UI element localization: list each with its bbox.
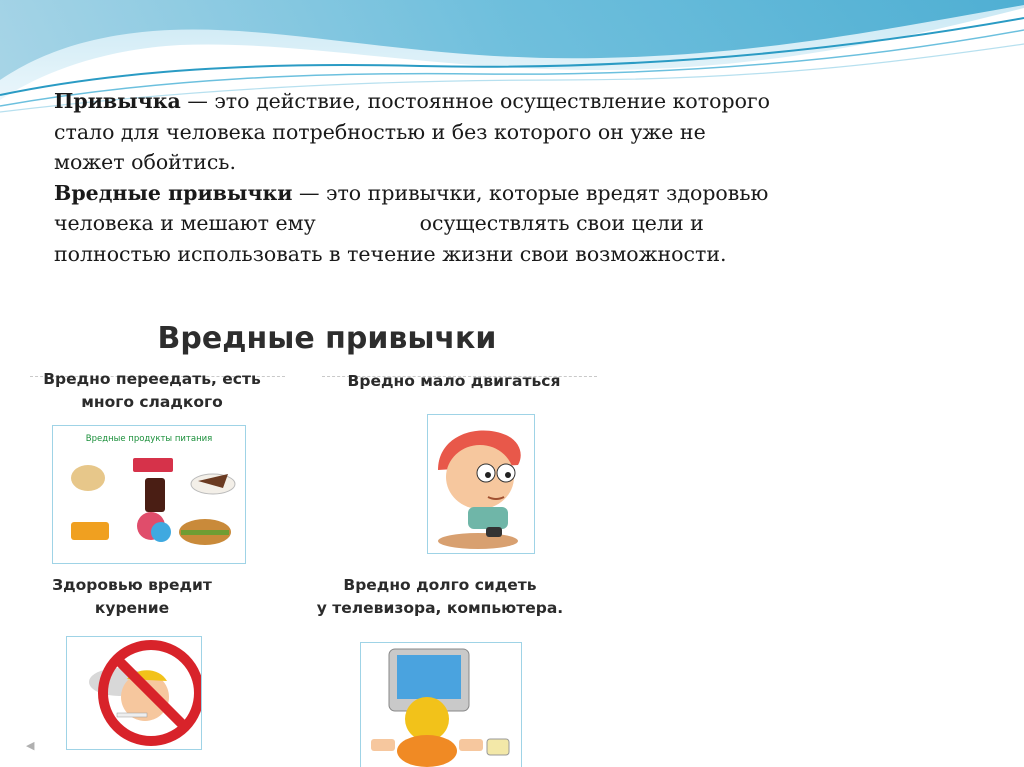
caption-line: курение: [94, 599, 170, 617]
definitions-text: [54, 86, 774, 269]
caption-line: Вредно долго сидеть: [343, 576, 537, 594]
caption-overeating: [32, 368, 272, 414]
caption-line: Здоровью вредит: [52, 576, 212, 594]
caption-screen-time: [300, 574, 580, 620]
caption-line: Вредно мало двигаться: [347, 372, 561, 390]
no-smoking-icon: [67, 637, 201, 749]
bad-habits-definition-text-1: — это привычки, которые вредят здоровью человека и мешают ему: [54, 180, 769, 235]
bad-habits-definition: [54, 178, 774, 270]
junk-food-image-caption: Вредные продукты питания: [85, 434, 213, 444]
caption-line: у телевизора, компьютера.: [316, 599, 564, 617]
caption-line: много сладкого: [81, 393, 223, 411]
computer-boy-icon: [361, 643, 521, 767]
caption-line: Вредно переедать, есть: [43, 370, 261, 388]
junk-food-icon: [53, 426, 245, 563]
sitting-boy-icon: [428, 415, 534, 553]
bad-habits-term: Вредные привычки: [54, 180, 293, 205]
caption-smoking: [32, 574, 232, 620]
caption-low-activity: [334, 370, 574, 393]
habit-definition-text: — это действие, постоянное осуществление которого стало для человека потребностью и без которого он уже не может обойтись.: [54, 89, 770, 174]
bad-habits-poster: [22, 298, 622, 767]
no-smoking-image: [66, 636, 202, 750]
computer-boy-image: [360, 642, 522, 767]
slide-nav-arrow[interactable]: ◀: [26, 739, 35, 752]
junk-food-image: [52, 425, 246, 564]
habit-definition: [54, 86, 774, 178]
poster-title: Вредные привычки: [157, 321, 497, 356]
bad-habits-definition-text-2: осуществлять свои цели и полностью использовать в течение жизни свои возможности.: [54, 211, 727, 266]
habit-term: Привычка: [54, 89, 181, 113]
sitting-boy-image: [427, 414, 535, 554]
